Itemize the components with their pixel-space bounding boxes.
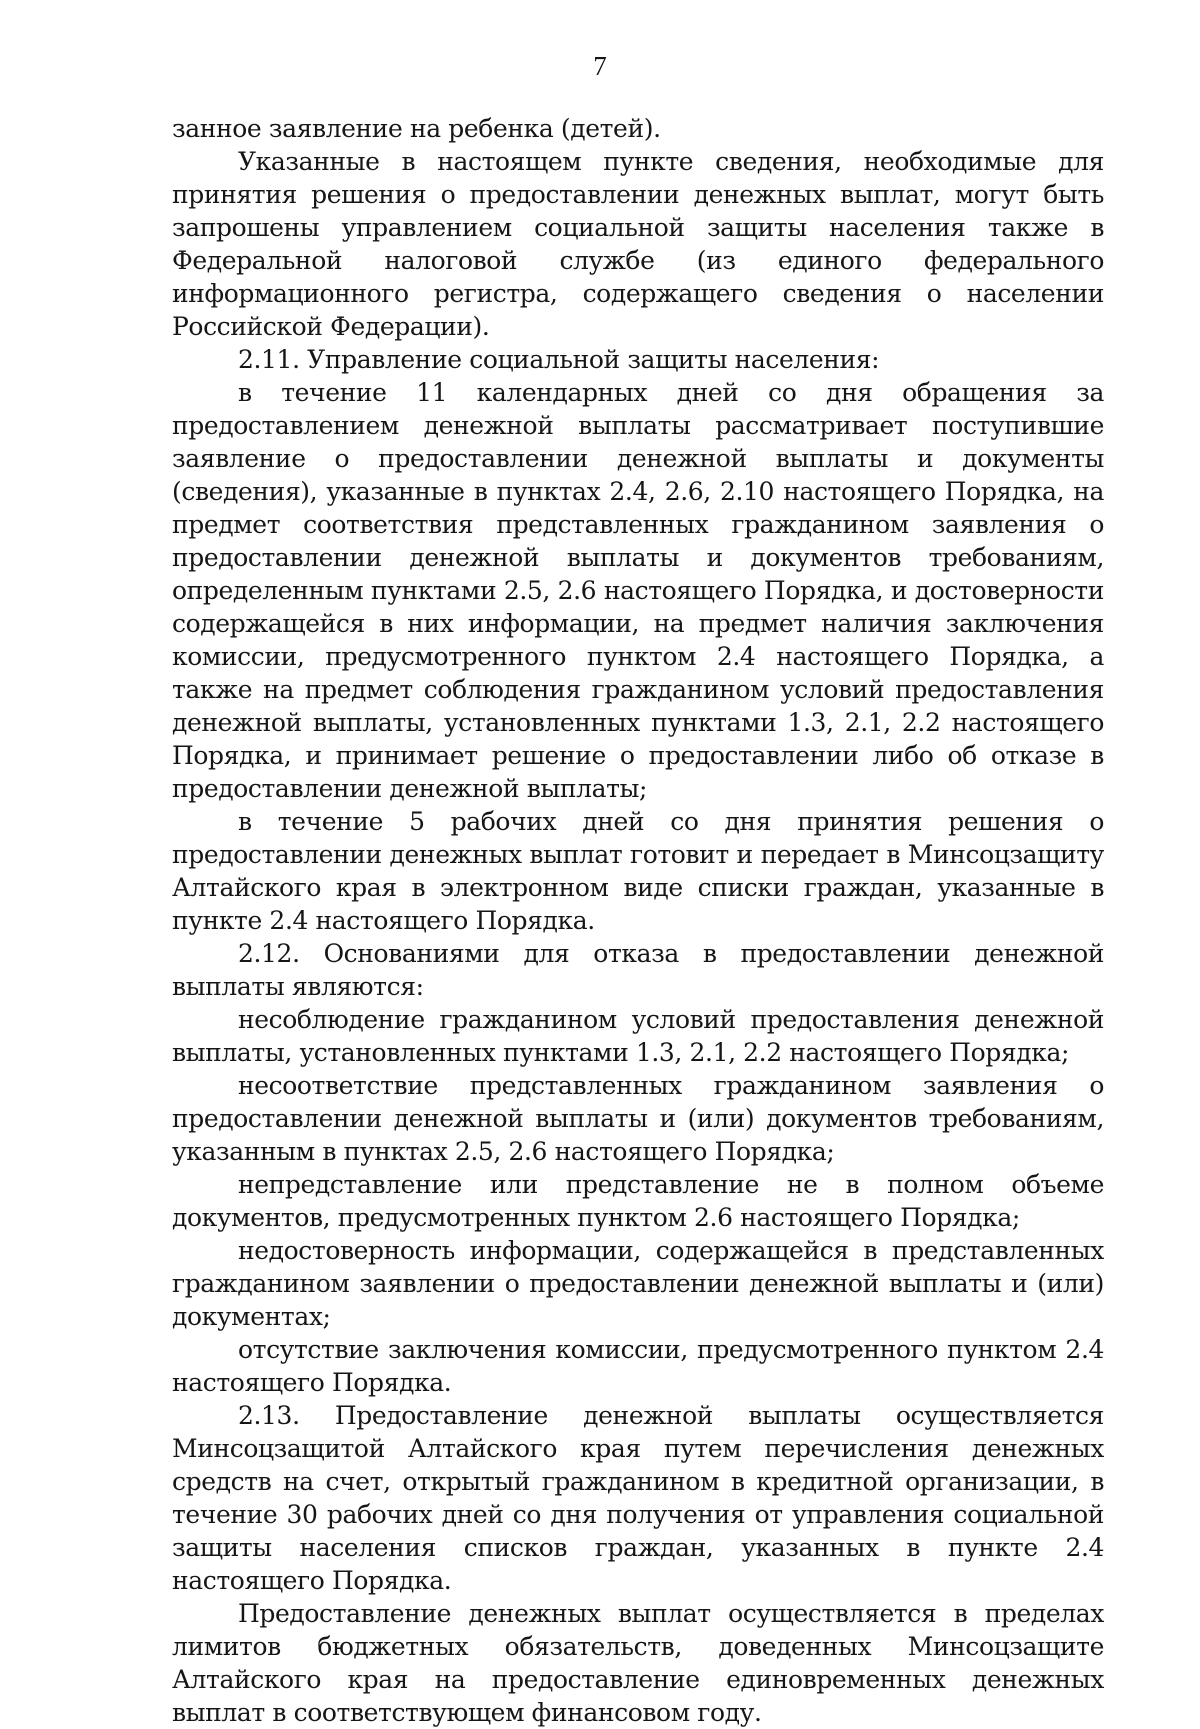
paragraph: непредставление или представление не в полном объеме документов, предусмотренных пунктом 2.6 настоящего Порядка; (172, 1170, 1104, 1232)
paragraph: в течение 5 рабочих дней со дня принятия решения о предоставлении денежных выплат готовит и передает в Минсоцзащиту Алтайского края в электронном виде списки граждан, указанные в пункте 2.4 настоящего Порядка. (172, 807, 1104, 935)
paragraph: 2.12. Основаниями для отказа в предоставлении денежной выплаты являются: (172, 939, 1104, 1001)
paragraph: Указанные в настоящем пункте сведения, необходимые для принятия решения о предоставлении денежных выплат, могут быть запрошены управлением социальной защиты населения также в Федеральной налоговой службе (из единого федерального информационного регистра, содержащего сведения о населении Российской Федерации). (172, 147, 1104, 341)
page-number: 7 (593, 51, 607, 81)
paragraph: отсутствие заключения комиссии, предусмотренного пунктом 2.4 настоящего Порядка. (172, 1335, 1104, 1397)
paragraph: 2.11. Управление социальной защиты населения: (238, 345, 880, 374)
paragraph: несоответствие представленных гражданином заявления о предоставлении денежной выплаты и (или) документов требованиям, указанным в пунктах 2.5, 2.6 настоящего Порядка; (172, 1071, 1104, 1166)
paragraph: в течение 11 календарных дней со дня обращения за предоставлением денежной выплаты рассматривает поступившие заявление о предоставлении денежной выплаты и документы (сведения), указанные в пунктах 2.4, 2.6, 2.10 настоящего Порядка, на предмет соответствия представленных гражданином заявления о предоставлении денежной выплаты и документов требованиям, определенным пунктами 2.5, 2.6 настоящего Порядка, и достоверности содержащейся в них информации, на предмет наличия заключения комиссии, предусмотренного пунктом 2.4 настоящего Порядка, а также на предмет соблюдения гражданином условий предоставления денежной выплаты, установленных пунктами 1.3, 2.1, 2.2 настоящего Порядка, и принимает решение о предоставлении либо об отказе в предоставлении денежной выплаты; (172, 378, 1104, 803)
paragraph: Предоставление денежных выплат осуществляется в пределах лимитов бюджетных обязательств, доведенных Минсоцзащите Алтайского края на предоставление единовременных денежных выплат в соответствующем финансовом году. (172, 1599, 1104, 1727)
paragraph: недостоверность информации, содержащейся в представленных гражданином заявлении о предоставлении денежной выплаты и (или) документах; (172, 1236, 1104, 1331)
document-body (172, 112, 1104, 1729)
paragraph: несоблюдение гражданином условий предоставления денежной выплаты, установленных пунктами 1.3, 2.1, 2.2 настоящего Порядка; (172, 1005, 1104, 1067)
paragraph: занное заявление на ребенка (детей). (172, 114, 661, 143)
paragraph: 2.13. Предоставление денежной выплаты осуществляется Минсоцзащитой Алтайского края путем перечисления денежных средств на счет, открытый гражданином в кредитной организации, в течение 30 рабочих дней со дня получения от управления социальной защиты населения списков граждан, указанных в пункте 2.4 настоящего Порядка. (172, 1401, 1104, 1595)
